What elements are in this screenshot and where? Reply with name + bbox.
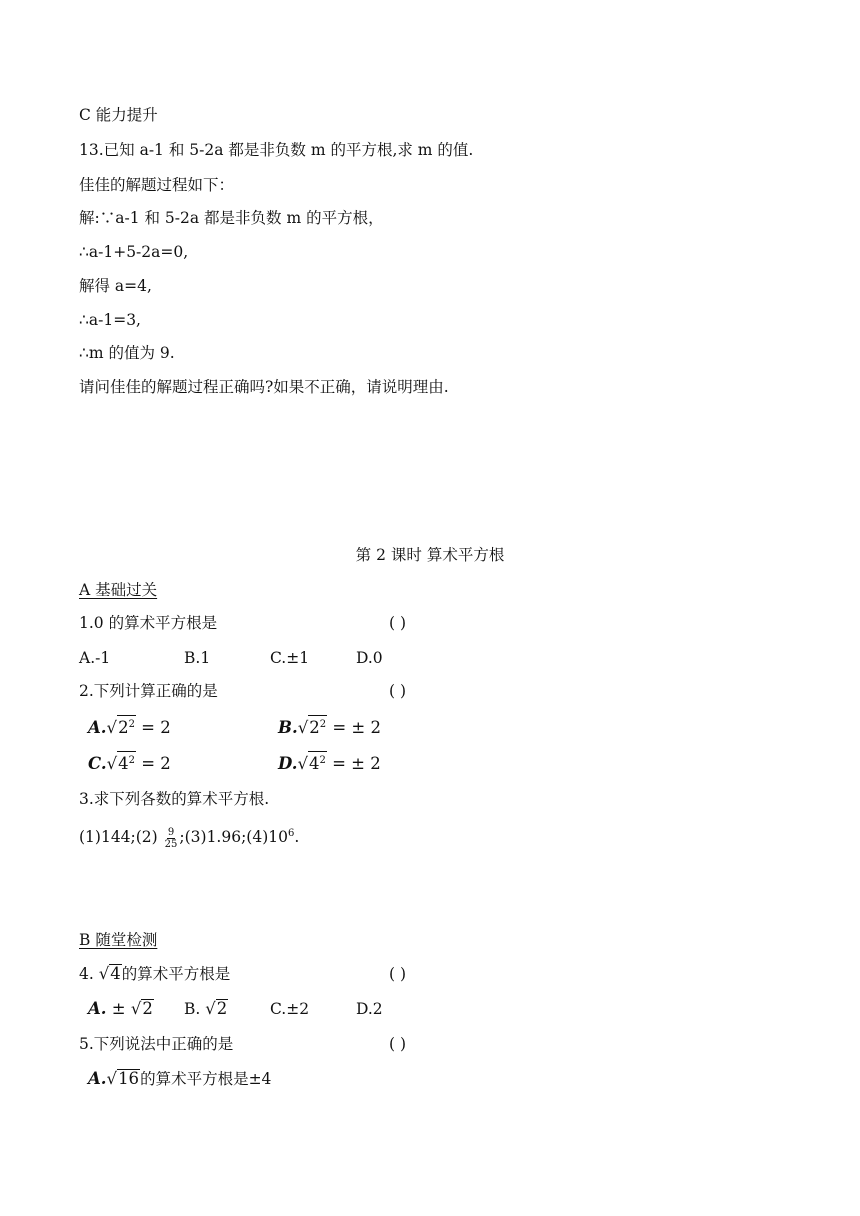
sqrt-symbol: $√4^2$ — [297, 751, 326, 774]
q1-option-a: A.-1 — [79, 649, 111, 667]
sqrt-symbol: √16 — [106, 1069, 140, 1088]
q2-option-d: $D.√4^2$ = ± 2 — [278, 751, 381, 774]
section-heading-a: A 基础过关 — [79, 581, 158, 599]
solution-step-5: ∴m 的值为 9. — [79, 344, 175, 362]
q4-option-b: B. √2 — [184, 999, 228, 1018]
solution-step-2: ∴a-1+5-2a=0, — [79, 243, 189, 261]
q1-option-c: C.±1 — [270, 649, 310, 667]
q4-option-a: A. ± √2 — [88, 999, 153, 1018]
answer-blank-1: ( ) — [389, 614, 407, 632]
fraction: $\frac{9}{25}$ — [164, 826, 178, 850]
q1-option-d: D.0 — [356, 649, 383, 667]
sqrt-symbol: √4 — [98, 964, 121, 983]
question-3: 3.求下列各数的算术平方根. — [79, 790, 270, 808]
answer-blank-4: ( ) — [389, 965, 407, 983]
question-3-items: (1)144;(2) $\frac{9}{25}$ $;(3)1.96;(4)10^6$. — [79, 826, 300, 850]
question-1: 1.0 的算术平方根是 — [79, 614, 218, 632]
q1-option-b: B.1 — [184, 649, 211, 667]
question-13: 13.已知 a-1 和 5-2a 都是非负数 m 的平方根,求 m 的值. — [79, 141, 474, 159]
solution-question: 请问佳佳的解题过程正确吗?如果不正确，请说明理由. — [79, 378, 449, 396]
sqrt-symbol: √2 — [205, 999, 228, 1018]
answer-blank-2: ( ) — [389, 682, 407, 700]
solution-intro: 佳佳的解题过程如下： — [79, 176, 235, 194]
question-5: 5.下列说法中正确的是 — [79, 1035, 234, 1053]
sqrt-symbol: $√2^2$ — [298, 715, 327, 738]
solution-step-4: ∴a-1=3, — [79, 311, 141, 329]
q4-option-c: C.±2 — [270, 1000, 310, 1018]
q4-option-d: D.2 — [356, 1000, 383, 1018]
solution-step-1: 解:∵a-1 和 5-2a 都是非负数 m 的平方根， — [79, 209, 384, 227]
sqrt-symbol: √2 — [130, 999, 153, 1018]
section-heading-b: B 随堂检测 — [79, 931, 158, 949]
q2-option-a: $A.√2^2 = 2$ — [88, 715, 171, 738]
q2-option-b: $B.√2^2$ = ± 2 — [278, 715, 381, 738]
sqrt-symbol: $√4^2$ — [107, 751, 136, 774]
sqrt-symbol: $√2^2$ — [107, 715, 136, 738]
solution-step-3: 解得 a=4, — [79, 277, 152, 295]
q2-option-c: $C.√4^2 = 2$ — [88, 751, 171, 774]
question-2: 2.下列计算正确的是 — [79, 682, 218, 700]
lesson-title: 第 2 课时 算术平方根 — [355, 546, 505, 564]
q5-option-a: A.√16的算术平方根是±4 — [88, 1069, 272, 1088]
section-heading-c: C 能力提升 — [79, 106, 158, 124]
question-4: 4. √4的算术平方根是 — [79, 964, 231, 983]
answer-blank-5: ( ) — [389, 1035, 407, 1053]
